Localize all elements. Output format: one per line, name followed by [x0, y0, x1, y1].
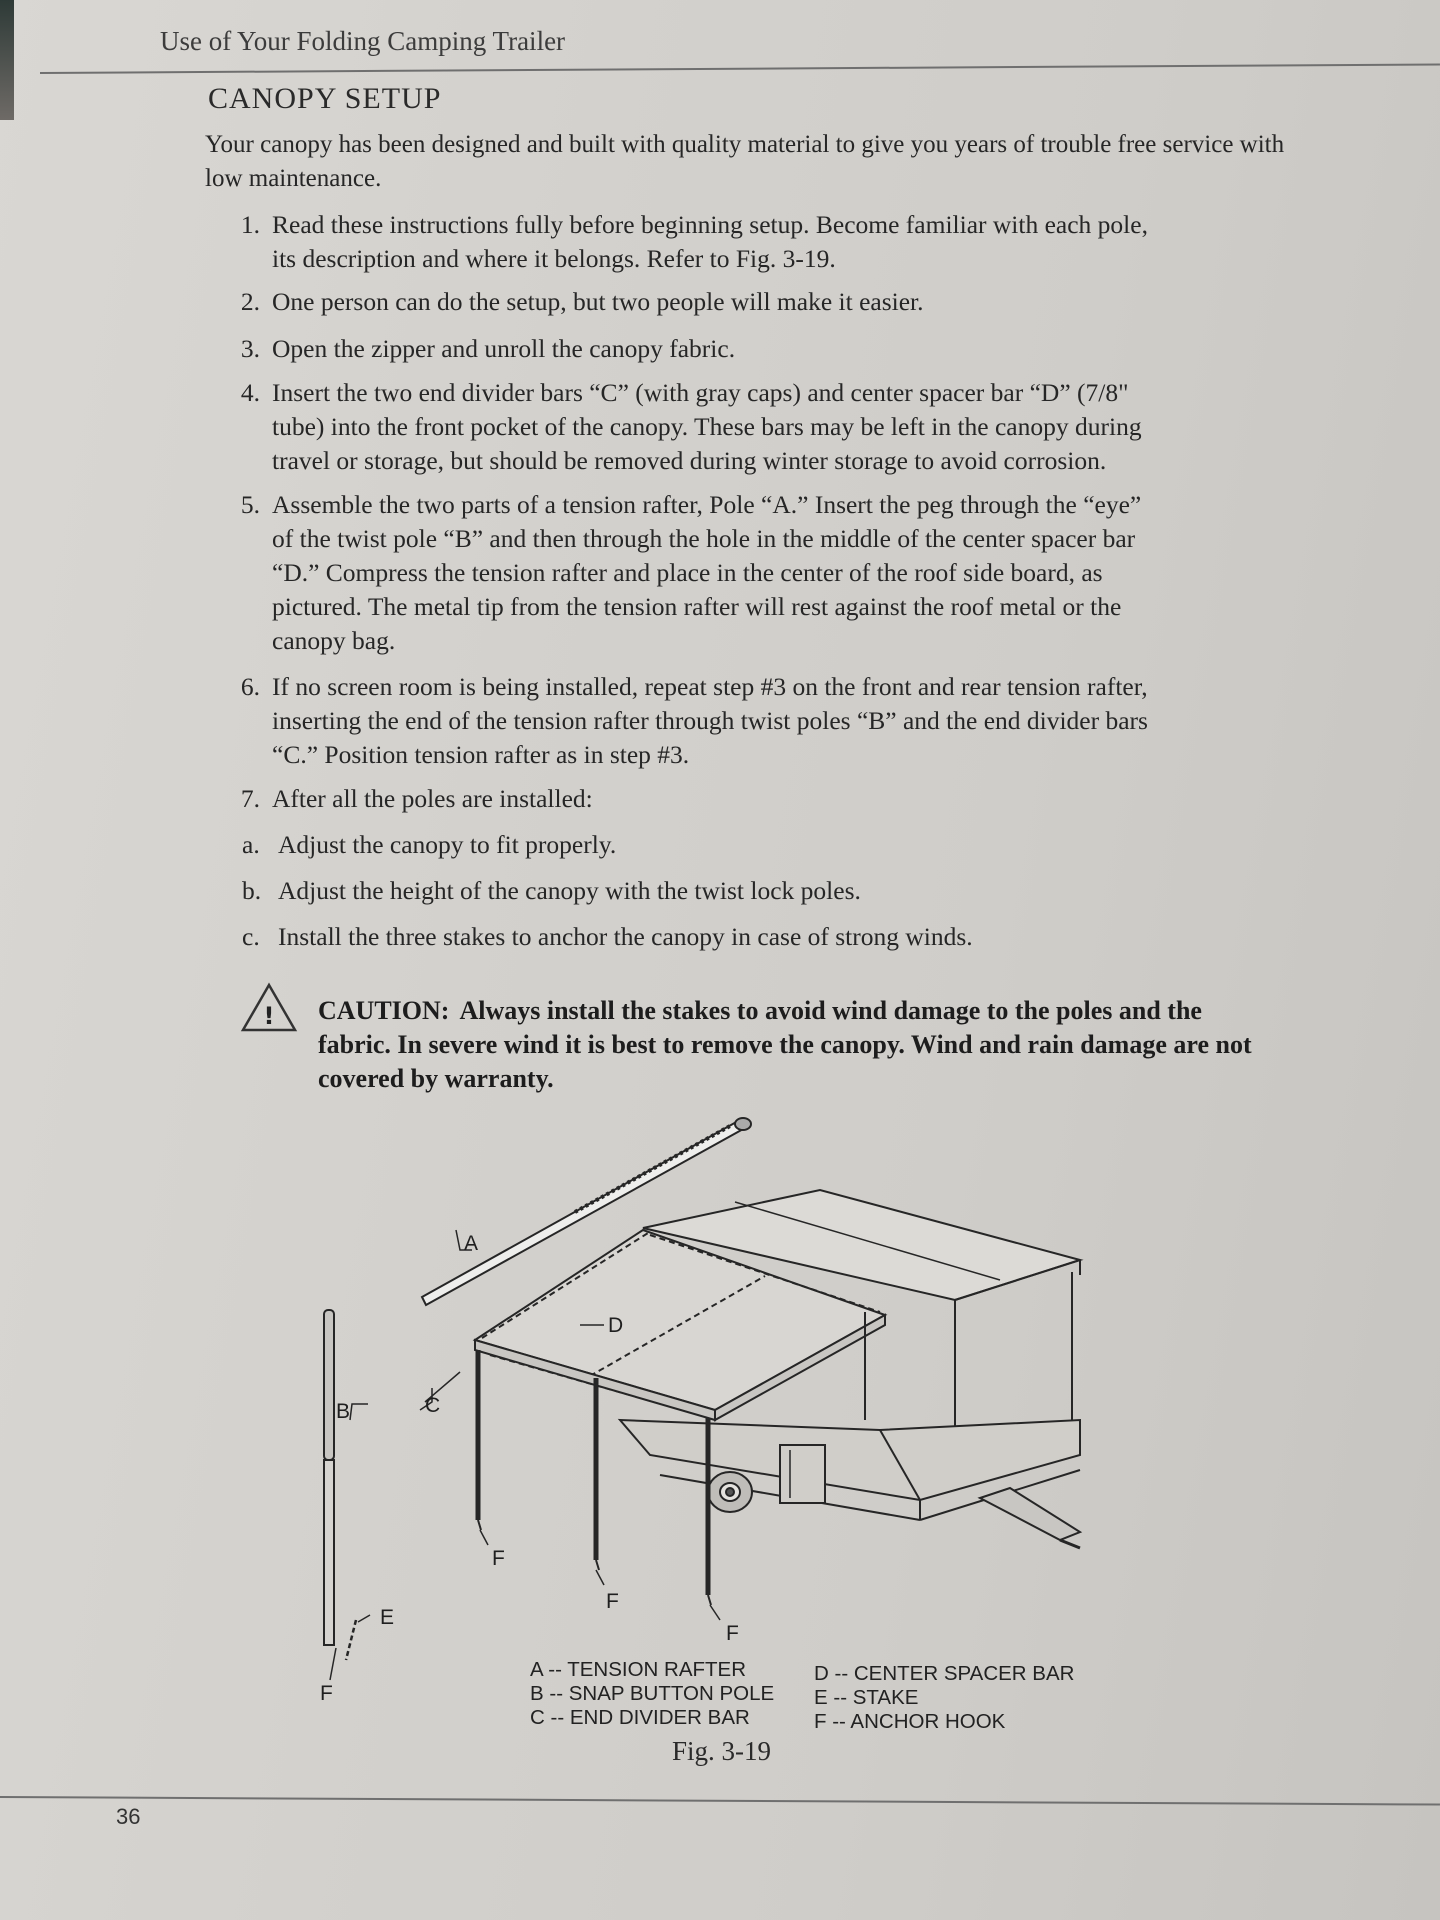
step-line: If no screen room is being installed, repeat step #3 on the front and rear tension rafter, — [272, 672, 1148, 701]
callout-f-4: F — [320, 1682, 333, 1705]
legend-item: B -- SNAP BUTTON POLE — [530, 1682, 775, 1705]
substep-c — [242, 920, 973, 954]
legend-item: F -- ANCHOR HOOK — [814, 1710, 1006, 1733]
legend-item: C -- END DIVIDER BAR — [530, 1706, 750, 1729]
substep-a — [242, 828, 616, 862]
substep-text: Adjust the height of the canopy with the twist lock poles. — [278, 876, 861, 905]
callout-f-2: F — [606, 1590, 619, 1613]
step-number: 4. — [240, 378, 260, 407]
header-rule — [40, 63, 1440, 74]
caution-notice — [318, 994, 1278, 1096]
step-number: 2. — [240, 287, 260, 316]
step-line: Insert the two end divider bars “C” (with gray caps) and center spacer bar “D” (7/8" — [272, 378, 1129, 407]
intro-paragraph: Your canopy has been designed and built with quality material to give you years of trouble free service with low maintenance. — [205, 131, 1285, 192]
figure-legend-right — [814, 1662, 1074, 1734]
warning-exclamation-glyph: ! — [263, 1002, 275, 1030]
figure-caption: Fig. 3-19 — [672, 1736, 772, 1766]
step-7 — [220, 782, 1280, 816]
legend-item: E -- STAKE — [814, 1686, 919, 1709]
step-number: 1. — [240, 210, 260, 239]
step-line: After all the poles are installed: — [272, 784, 593, 813]
substep-letter: a. — [242, 830, 260, 859]
step-5 — [220, 488, 1280, 658]
step-line: Assemble the two parts of a tension rafter, Pole “A.” Insert the peg through the “eye” — [272, 490, 1142, 519]
step-number: 5. — [240, 490, 260, 519]
step-number: 6. — [240, 672, 260, 701]
stake — [346, 1620, 356, 1660]
page-edge-shadow — [0, 0, 14, 120]
legend-item: D -- CENTER SPACER BAR — [814, 1662, 1075, 1685]
step-2 — [220, 285, 1280, 319]
callout-d: D — [608, 1314, 624, 1337]
step-line: “C.” Position tension rafter as in step #3. — [272, 740, 690, 769]
substep-letter: b. — [242, 876, 262, 905]
step-line: “D.” Compress the tension rafter and place in the center of the roof side board, as — [272, 558, 1103, 587]
step-number: 3. — [240, 334, 260, 363]
step-1 — [220, 208, 1280, 276]
step-4 — [220, 376, 1280, 478]
step-line: One person can do the setup, but two people will make it easier. — [272, 287, 924, 316]
caution-text: Always install the stakes to avoid wind damage to the poles and the fabric. In severe wind it is best to remove the canopy. Wind and rain damage are not covered by warranty. — [318, 996, 1252, 1093]
step-line: Read these instructions fully before beginning setup. Become familiar with each pole, — [272, 210, 1148, 239]
substep-b — [242, 874, 861, 908]
step-line: its description and where it belongs. Refer to Fig. 3-19. — [272, 244, 836, 273]
substep-text: Adjust the canopy to fit properly. — [278, 830, 617, 859]
step-6 — [220, 670, 1280, 772]
warning-triangle-icon — [240, 982, 298, 1034]
step-line: Open the zipper and unroll the canopy fabric. — [272, 334, 736, 363]
page-number: 36 — [116, 1804, 141, 1829]
step-3 — [220, 332, 1280, 366]
figure-legend-left — [530, 1658, 774, 1730]
substep-letter: c. — [242, 922, 260, 951]
canopy-setup-diagram — [320, 1100, 1120, 1740]
running-header: Use of Your Folding Camping Trailer — [160, 26, 566, 56]
snap-button-pole — [324, 1310, 334, 1645]
step-line: inserting the end of the tension rafter through twist poles “B” and the end divider bars — [272, 706, 1148, 735]
callout-f-3: F — [726, 1622, 739, 1645]
substep-text: Install the three stakes to anchor the canopy in case of strong winds. — [278, 922, 973, 951]
callout-c: C — [425, 1394, 441, 1417]
section-title: CANOPY SETUP — [208, 82, 442, 115]
step-line: pictured. The metal tip from the tension rafter will rest against the roof metal or the — [272, 592, 1122, 621]
trailer-wheel — [708, 1472, 752, 1512]
callout-e: E — [380, 1606, 395, 1629]
legend-item: A -- TENSION RAFTER — [530, 1658, 747, 1681]
caution-label: CAUTION: — [318, 996, 450, 1025]
step-line: of the twist pole “B” and then through the hole in the middle of the center spacer bar — [272, 524, 1136, 553]
step-line: tube) into the front pocket of the canopy. These bars may be left in the canopy during — [272, 412, 1142, 441]
callout-f-1: F — [492, 1547, 505, 1570]
step-number: 7. — [240, 784, 260, 813]
step-line: canopy bag. — [272, 626, 396, 655]
callout-b: B — [336, 1400, 351, 1423]
step-line: travel or storage, but should be removed during winter storage to avoid corrosion. — [272, 446, 1107, 475]
callout-a: A — [464, 1232, 479, 1255]
footer-rule — [0, 1796, 1440, 1806]
